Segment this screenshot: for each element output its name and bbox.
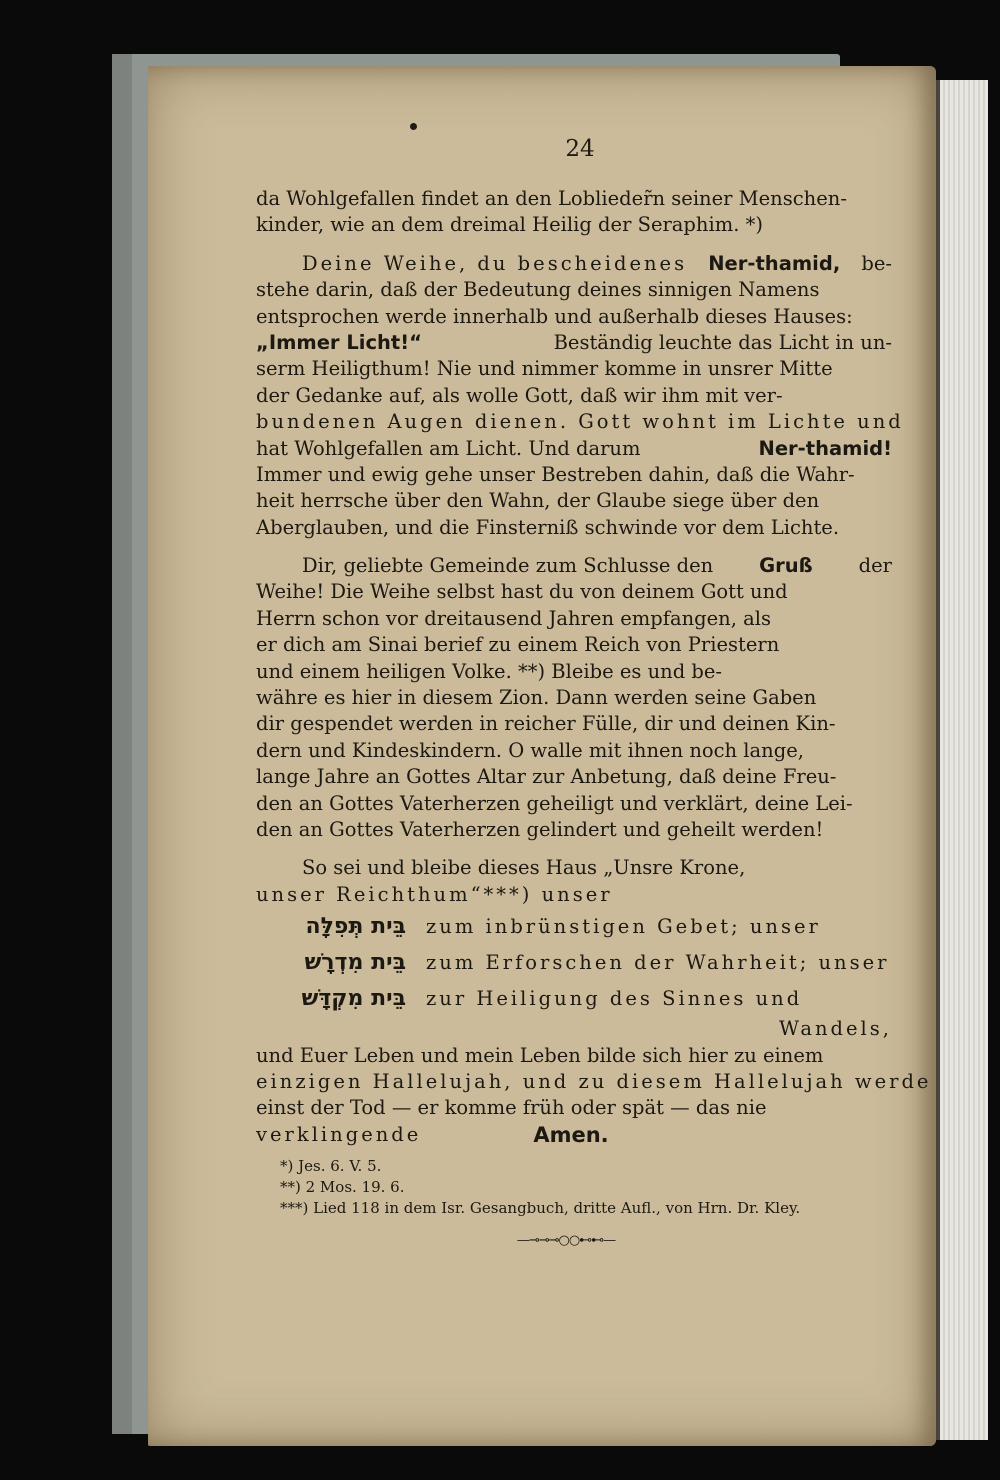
emphasis-ner-thamid: Ner-thamid!: [758, 436, 892, 460]
text-line: und Euer Leben und mein Leben bilde sich hier zu einem: [256, 1043, 824, 1067]
footnotes: [280, 1156, 900, 1219]
text-line: der Gedanke auf, als wolle Gott, daß wir ihm mit ver-: [256, 383, 783, 407]
ornament-divider: —⊸⊸⊸○○⊷⊷—: [516, 1233, 616, 1248]
text-line: da Wohlgefallen findet an den Loblieder̃n seiner Menschen-: [256, 187, 847, 210]
text-line: Herrn schon vor dreitausend Jahren empfangen, als: [256, 606, 771, 630]
footnote: **) 2 Mos. 19. 6.: [280, 1178, 405, 1196]
text-line: dern und Kindeskindern. O walle mit ihnen noch lange,: [256, 738, 804, 762]
hebrew-phrase: בֵּית תְּפִלָּה: [305, 913, 406, 939]
text-line: Aberglauben, und die Finsterniß schwinde vor dem Lichte.: [256, 515, 840, 539]
text-line: Immer und ewig gehe unser Bestreben dahin, daß die Wahr-: [256, 462, 855, 486]
text-line: entsprochen werde innerhalb und außerhalb dieses Hauses:: [256, 304, 853, 328]
hebrew-row: בֵּית תְּפִלָּה zum inbrünstigen Gebet; unser: [256, 908, 892, 944]
text-line: einst der Tod — er komme früh oder spät — das nie: [256, 1096, 767, 1120]
emphasis-gruss: Gruß: [759, 554, 813, 578]
hebrew-phrase: בֵּית מִדְרָשׁ: [304, 949, 406, 975]
text-line: Deine Weihe, du bescheidenes Ner-thamid, be-: [256, 251, 892, 277]
footnote: ***) Lied 118 in dem Isr. Gesangbuch, dritte Aufl., von Hrn. Dr. Kley.: [280, 1199, 801, 1217]
text-line: einzigen Hallelujah, und zu diesem Hallelujah werde: [256, 1069, 932, 1093]
text-line: den an Gottes Vaterherzen geheiligt und verklärt, deine Lei-: [256, 791, 853, 815]
footnote: *) Jes. 6. V. 5.: [280, 1157, 382, 1175]
text-line: hat Wohlgefallen am Licht. Und darum Ner-thamid!: [256, 436, 892, 462]
text-line: währe es hier in diesem Zion. Dann werden seine Gaben: [256, 686, 817, 710]
text-line: kinder, wie an dem dreimal Heilig der Seraphim. *): [256, 213, 763, 237]
text-line: lange Jahre an Gottes Altar zur Anbetung, daß deine Freu-: [256, 765, 837, 789]
text-line: den an Gottes Vaterherzen gelindert und geheilt werden!: [256, 817, 824, 841]
book-cover-edge: [112, 54, 132, 1434]
text-line: er dich am Sinai berief zu einem Reich von Priestern: [256, 633, 780, 657]
text-line: serm Heiligthum! Nie und nimmer komme in unsrer Mitte: [256, 357, 833, 381]
text-line: So sei und bleibe dieses Haus „Unsre Krone,: [302, 856, 746, 880]
text-line: unser Reichthum“***) unser: [256, 882, 613, 906]
text-line: heit herrsche über den Wahn, der Glaube siege über den: [256, 489, 820, 513]
text-line: dir gespendet werden in reicher Fülle, dir und deinen Kin-: [256, 712, 836, 736]
hebrew-phrase: בֵּית מִקְדָּשׁ: [301, 985, 406, 1011]
book-page-edges: [940, 80, 988, 1440]
hebrew-row: בֵּית מִדְרָשׁ zum Erforschen der Wahrheit; unser: [256, 944, 892, 980]
emphasis-amen: Amen.: [533, 1122, 609, 1147]
text-line: „Immer Licht!“ Beständig leuchte das Licht in un-: [256, 330, 892, 356]
emphasis-ner-thamid: Ner-thamid,: [708, 251, 841, 275]
ink-dot-mark: [410, 123, 417, 130]
page-number: 24: [565, 136, 595, 162]
emphasis-immer-licht: „Immer Licht!“: [256, 330, 422, 354]
text-line: stehe darin, daß der Bedeutung deines sinnigen Namens: [256, 278, 820, 302]
text-line: Weihe! Die Weihe selbst hast du von deinem Gott und: [256, 580, 788, 604]
text-line: und einem heiligen Volke. **) Bleibe es und be-: [256, 659, 723, 683]
text-line: Wandels,: [779, 1017, 892, 1041]
text-line: bundenen Augen dienen. Gott wohnt im Lichte und: [256, 410, 904, 434]
hebrew-row: בֵּית מִקְדָּשׁ zur Heiligung des Sinnes und: [256, 980, 892, 1016]
text-line: verklingende Amen.: [256, 1122, 609, 1147]
text-line: Dir, geliebte Gemeinde zum Schlusse den Gruß der: [256, 553, 892, 579]
main-text-block: [256, 186, 932, 1148]
